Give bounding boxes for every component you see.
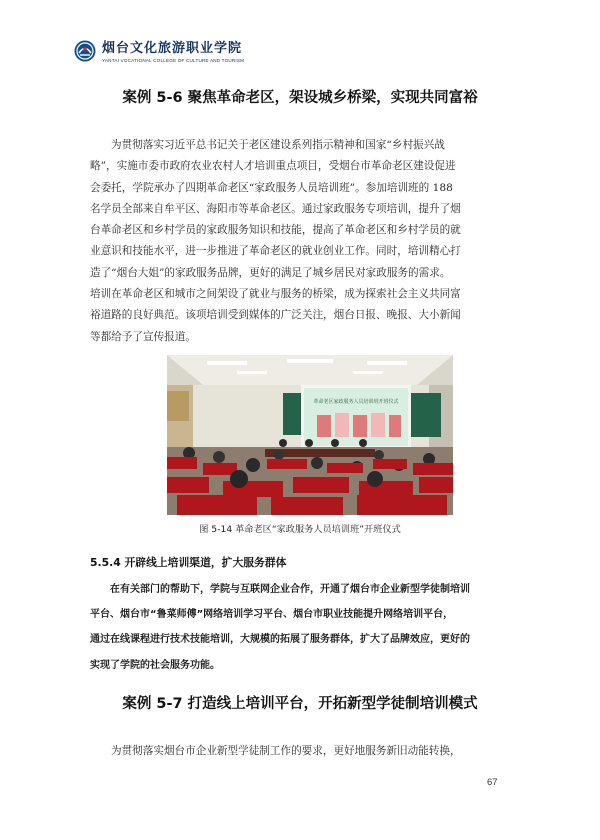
paragraph-line: 培训在革命老区和城市之间架设了就业与服务的桥梁，成为探索社会主义共同富 [90, 288, 461, 301]
paragraph-line: 在有关部门的帮助下，学院与互联网企业合作，开通了烟台市企业新型学徒制培训 [110, 584, 470, 595]
case-5-6-paragraph [90, 135, 510, 348]
school-name-cn: 烟台文化旅游职业学院 [102, 41, 243, 56]
paragraph-line: 为贯彻落实烟台市企业新型学徒制工作的要求，更好地服务新旧动能转换， [111, 745, 461, 757]
paragraph-line: 造了“烟台大姐”的家政服务品牌，更好的满足了城乡居民对家政服务的需求。 [90, 266, 451, 279]
paragraph-line: 台革命老区和乡村学员的家政服务知识和技能，提高了革命老区和乡村学员的就 [90, 224, 461, 237]
section-5-5-4-paragraph [90, 577, 510, 678]
school-logo-icon [74, 40, 96, 62]
screen-banner-text: 革命老区家政服务人员培训班开班仪式 [313, 399, 399, 405]
paragraph-line: 裕道路的良好典范。该项培训受到媒体的广泛关注，烟台日报、晚报、大小新闻 [90, 309, 461, 322]
paragraph-line: 名学员全部来自牟平区、海阳市等革命老区。通过家政服务专项培训，提升了烟 [90, 202, 461, 215]
paragraph-line: 业意识和技能水平，进一步推进了革命老区的就业创业工作。同时，培训精心打 [90, 245, 461, 258]
school-header [102, 42, 244, 63]
section-5-5-4-heading: 5.5.4 开辟线上培训渠道，扩大服务群体 [90, 556, 287, 569]
paragraph-line: 通过在线课程进行技术技能培训，大规模的拓展了服务群体，扩大了品牌效应，更好的 [90, 634, 470, 646]
page-number: 67 [487, 777, 498, 788]
paragraph-line: 会委托，学院承办了四期革命老区“家政服务人员培训班”。参加培训班的 188 [90, 181, 453, 194]
paragraph-line: 平台、烟台市“鲁菜师傅”网络培训学习平台、烟台市职业技能提升网络培训平台， [90, 609, 454, 621]
case-5-7-title: 案例 5-7 打造线上培训平台，开拓新型学徒制培训模式 [122, 696, 478, 712]
school-name-en: YANTAI VOCATIONAL COLLEGE OF CULTURE AND TOURISM [102, 58, 245, 63]
paragraph-line: 为贯彻落实习近平总书记关于老区建设系列指示精神和国家“乡村振兴战 [111, 139, 445, 151]
paragraph-line: 略”，实施市委市政府农业农村人才培训重点项目，受烟台市革命老区建设促进 [90, 160, 456, 173]
figure-caption: 图 5-14 革命老区“家政服务人员培训班”开班仪式 [199, 524, 401, 535]
ceremony-photo [167, 355, 453, 515]
paragraph-line: 实现了学院的社会服务功能。 [90, 659, 220, 671]
paragraph-line: 等都给予了宣传报道。 [90, 330, 196, 343]
case-5-6-title: 案例 5-6 聚焦革命老区，架设城乡桥梁，实现共同富裕 [122, 90, 478, 106]
case-5-7-paragraph [90, 741, 510, 762]
